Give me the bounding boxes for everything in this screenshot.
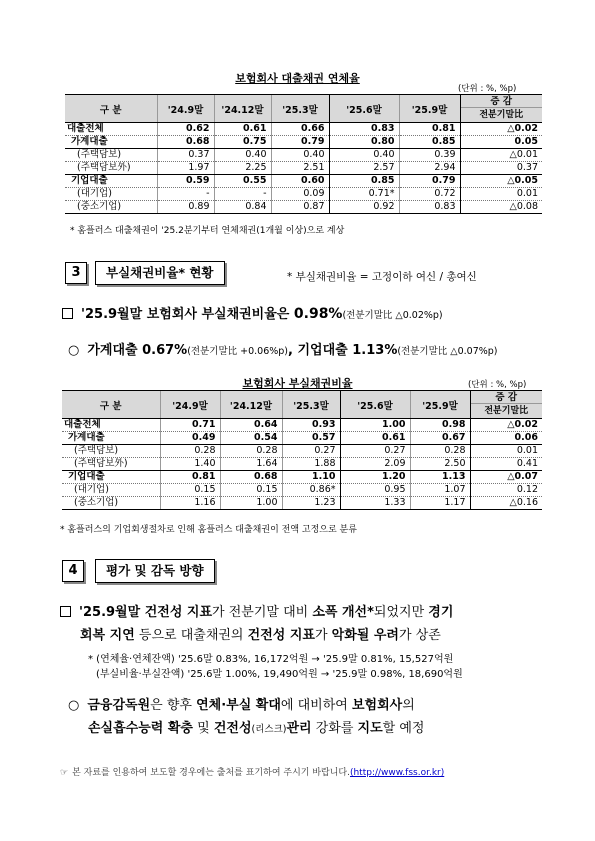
table-cell: 0.79 xyxy=(271,136,329,149)
table1-note: * 홈플러스 대출채권이 '25.2분기부터 연체채권(1개월 이상)으로 계상 xyxy=(70,226,345,236)
table-cell: 1.16 xyxy=(160,497,220,510)
table-cell: 0.15 xyxy=(160,484,220,497)
table-row xyxy=(62,432,542,445)
table-cell: 0.64 xyxy=(220,419,282,432)
table-cell: 1.00 xyxy=(220,497,282,510)
table-cell: 0.40 xyxy=(271,149,329,162)
square-bullet-icon xyxy=(62,308,73,319)
row-label: (주택담보) xyxy=(65,149,157,162)
header-col: '25.6말 xyxy=(340,391,410,419)
table-cell: 0.09 xyxy=(271,188,329,201)
table-cell: - xyxy=(157,188,214,201)
table-cell: 0.87 xyxy=(271,201,329,214)
table-cell: 1.40 xyxy=(160,458,220,471)
section4-title: 평가 및 감독 방향 xyxy=(95,559,215,583)
table-cell: 0.39 xyxy=(399,149,460,162)
table-row xyxy=(65,149,542,162)
header-change: 증 감 전분기말比 xyxy=(470,391,542,419)
table-cell: 0.81 xyxy=(160,471,220,484)
section4-para2-line2: 손실흡수능력 확충 및 건전성(리스크)관리 강화를 지도할 예정 xyxy=(88,721,425,736)
table-cell: △0.07 xyxy=(470,471,542,484)
table-cell: 0.85 xyxy=(399,136,460,149)
table-row xyxy=(65,175,542,188)
row-label: (대기업) xyxy=(62,484,160,497)
table-cell: 2.94 xyxy=(399,162,460,175)
row-label: 기업대출 xyxy=(62,471,160,484)
row-label: (중소기업) xyxy=(65,201,157,214)
header-label: 구 분 xyxy=(65,95,157,123)
table-cell: 0.93 xyxy=(282,419,340,432)
row-label: (대기업) xyxy=(65,188,157,201)
row-label: 대출전체 xyxy=(65,123,157,136)
table-cell: 0.68 xyxy=(220,471,282,484)
table-cell: 0.98 xyxy=(410,419,470,432)
section4-para1-line2: 회복 지연 등으로 대출채권의 건전성 지표가 악화될 우려가 상존 xyxy=(80,628,441,643)
table-cell: 2.50 xyxy=(410,458,470,471)
table-cell: 0.67 xyxy=(410,432,470,445)
section4-number: 4 xyxy=(62,560,84,582)
section3-line1: '25.9월말 보험회사 부실채권비율은 0.98%(전분기말比 △0.02%p) xyxy=(62,303,443,322)
row-label: 가계대출 xyxy=(62,432,160,445)
row-label: (주택담보外) xyxy=(62,458,160,471)
table-cell: 0.55 xyxy=(214,175,271,188)
square-bullet-icon xyxy=(60,606,71,617)
table-row xyxy=(65,123,542,136)
table-cell: △0.16 xyxy=(470,497,542,510)
table-cell: 0.12 xyxy=(470,484,542,497)
section4-para2-line1: ○ 금융감독원은 향후 연체·부실 확대에 대비하여 보험회사의 xyxy=(68,698,415,713)
table-cell: 1.33 xyxy=(340,497,410,510)
table2-unit: (단위 : %, %p) xyxy=(468,380,527,390)
circle-bullet-icon: ○ xyxy=(68,343,80,358)
row-label: 기업대출 xyxy=(65,175,157,188)
table-cell: △0.08 xyxy=(460,201,542,214)
table-cell: 0.59 xyxy=(157,175,214,188)
table-cell: 0.28 xyxy=(160,445,220,458)
table-cell: 0.79 xyxy=(399,175,460,188)
table1-unit: (단위 : %, %p) xyxy=(458,84,517,94)
table-cell: 1.23 xyxy=(282,497,340,510)
table-cell: 0.41 xyxy=(470,458,542,471)
table-cell: 0.71 xyxy=(160,419,220,432)
table-cell: 0.72 xyxy=(399,188,460,201)
header-col: '25.9말 xyxy=(410,391,470,419)
table-cell: 0.83 xyxy=(399,201,460,214)
table-cell: △0.01 xyxy=(460,149,542,162)
table-row xyxy=(62,419,542,432)
table-cell: 0.54 xyxy=(220,432,282,445)
table-cell: 0.71* xyxy=(329,188,399,201)
table-cell: △0.02 xyxy=(460,123,542,136)
table-cell: 2.57 xyxy=(329,162,399,175)
table-cell: 0.28 xyxy=(410,445,470,458)
header-col: '24.12말 xyxy=(214,95,271,123)
table-cell: 0.68 xyxy=(157,136,214,149)
table-cell: 1.07 xyxy=(410,484,470,497)
table-cell: 0.60 xyxy=(271,175,329,188)
table-cell: 0.06 xyxy=(470,432,542,445)
table-cell: 0.01 xyxy=(470,445,542,458)
header-col: '24.9말 xyxy=(160,391,220,419)
header-col: '25.6말 xyxy=(329,95,399,123)
table-cell: 1.13 xyxy=(410,471,470,484)
table-cell: △0.02 xyxy=(470,419,542,432)
table-cell: 0.95 xyxy=(340,484,410,497)
table-cell: 0.81 xyxy=(399,123,460,136)
table-cell: 2.51 xyxy=(271,162,329,175)
table-cell: 0.62 xyxy=(157,123,214,136)
row-label: 가계대출 xyxy=(65,136,157,149)
table-cell: 2.25 xyxy=(214,162,271,175)
table-row xyxy=(62,471,542,484)
header-label: 구 분 xyxy=(62,391,160,419)
table-cell: 1.10 xyxy=(282,471,340,484)
table-cell: 0.85 xyxy=(329,175,399,188)
table1-title: 보험회사 대출채권 연체율 xyxy=(235,72,360,85)
table-row xyxy=(62,445,542,458)
table-row xyxy=(65,201,542,214)
table-row xyxy=(65,162,542,175)
pointing-hand-icon: ☞ xyxy=(60,768,69,778)
table-cell: 0.61 xyxy=(214,123,271,136)
table-cell: 1.88 xyxy=(282,458,340,471)
header-change: 증 감 전분기말比 xyxy=(460,95,542,123)
table-cell: 1.00 xyxy=(340,419,410,432)
npl-ratio-table xyxy=(62,390,542,510)
table-cell: 2.09 xyxy=(340,458,410,471)
circle-bullet-icon: ○ xyxy=(68,698,80,713)
header-col: '25.3말 xyxy=(282,391,340,419)
table-cell: 1.97 xyxy=(157,162,214,175)
delinquency-table xyxy=(65,94,542,214)
table-cell: 0.80 xyxy=(329,136,399,149)
table-cell: 0.05 xyxy=(460,136,542,149)
row-label: (주택담보) xyxy=(62,445,160,458)
table-cell: 0.86* xyxy=(282,484,340,497)
section4-para1-line1: '25.9월말 건전성 지표가 전분기말 대비 소폭 개선*되었지만 경기 xyxy=(60,601,453,620)
table-cell: 0.27 xyxy=(340,445,410,458)
table-cell: 1.20 xyxy=(340,471,410,484)
header-col: '25.3말 xyxy=(271,95,329,123)
table-cell: 0.37 xyxy=(460,162,542,175)
footer: ☞ 본 자료를 인용하여 보도할 경우에는 출처를 표기하여 주시기 바랍니다.(http://www.fss.or.kr) xyxy=(60,768,445,778)
table-cell: 0.66 xyxy=(271,123,329,136)
table-cell: 0.28 xyxy=(220,445,282,458)
table2-note: * 홈플러스의 기업회생절차로 인해 홈플러스 대출채권이 전액 고정으로 분류 xyxy=(60,525,357,535)
section3-footnote: * 부실채권비율 = 고정이하 여신 / 총여신 xyxy=(287,271,477,283)
table-cell: 0.40 xyxy=(329,149,399,162)
table-cell: 0.61 xyxy=(340,432,410,445)
table-row xyxy=(65,188,542,201)
table-row xyxy=(62,484,542,497)
table-row xyxy=(62,458,542,471)
table-cell: 1.64 xyxy=(220,458,282,471)
table-cell: 0.37 xyxy=(157,149,214,162)
header-col: '24.9말 xyxy=(157,95,214,123)
header-col: '25.9말 xyxy=(399,95,460,123)
table-cell: 0.01 xyxy=(460,188,542,201)
table-cell: 0.57 xyxy=(282,432,340,445)
section4-note1: * (연체율·연체잔액) '25.6말 0.83%, 16,172억원 → '25.9말 0.81%, 15,527억원 xyxy=(88,654,454,665)
table-cell: 0.75 xyxy=(214,136,271,149)
row-label: 대출전체 xyxy=(62,419,160,432)
table-cell: 0.92 xyxy=(329,201,399,214)
table-row xyxy=(65,136,542,149)
table-cell: - xyxy=(214,188,271,201)
header-col: '24.12말 xyxy=(220,391,282,419)
section3-line2: ○ 가계대출 0.67%(전분기말比 +0.06%p), 기업대출 1.13%(전분기말比 △0.07%p) xyxy=(68,343,498,358)
section3-number: 3 xyxy=(65,262,87,284)
table-cell: 0.49 xyxy=(160,432,220,445)
row-label: (중소기업) xyxy=(62,497,160,510)
section4-note2: (부실비율·부실잔액) '25.6말 1.00%, 19,490억원 → '25.9말 0.98%, 18,690억원 xyxy=(96,669,463,680)
fss-link[interactable]: (http://www.fss.or.kr) xyxy=(349,768,445,778)
table-cell: 0.40 xyxy=(214,149,271,162)
table-cell: 0.83 xyxy=(329,123,399,136)
table-cell: 0.89 xyxy=(157,201,214,214)
table-cell: 0.27 xyxy=(282,445,340,458)
table2-title: 보험회사 부실채권비율 xyxy=(242,377,353,390)
section3-title: 부실채권비율* 현황 xyxy=(95,261,225,285)
table-cell: △0.05 xyxy=(460,175,542,188)
row-label: (주택담보外) xyxy=(65,162,157,175)
table-cell: 0.84 xyxy=(214,201,271,214)
table-cell: 0.15 xyxy=(220,484,282,497)
table-row xyxy=(62,497,542,510)
table-cell: 1.17 xyxy=(410,497,470,510)
